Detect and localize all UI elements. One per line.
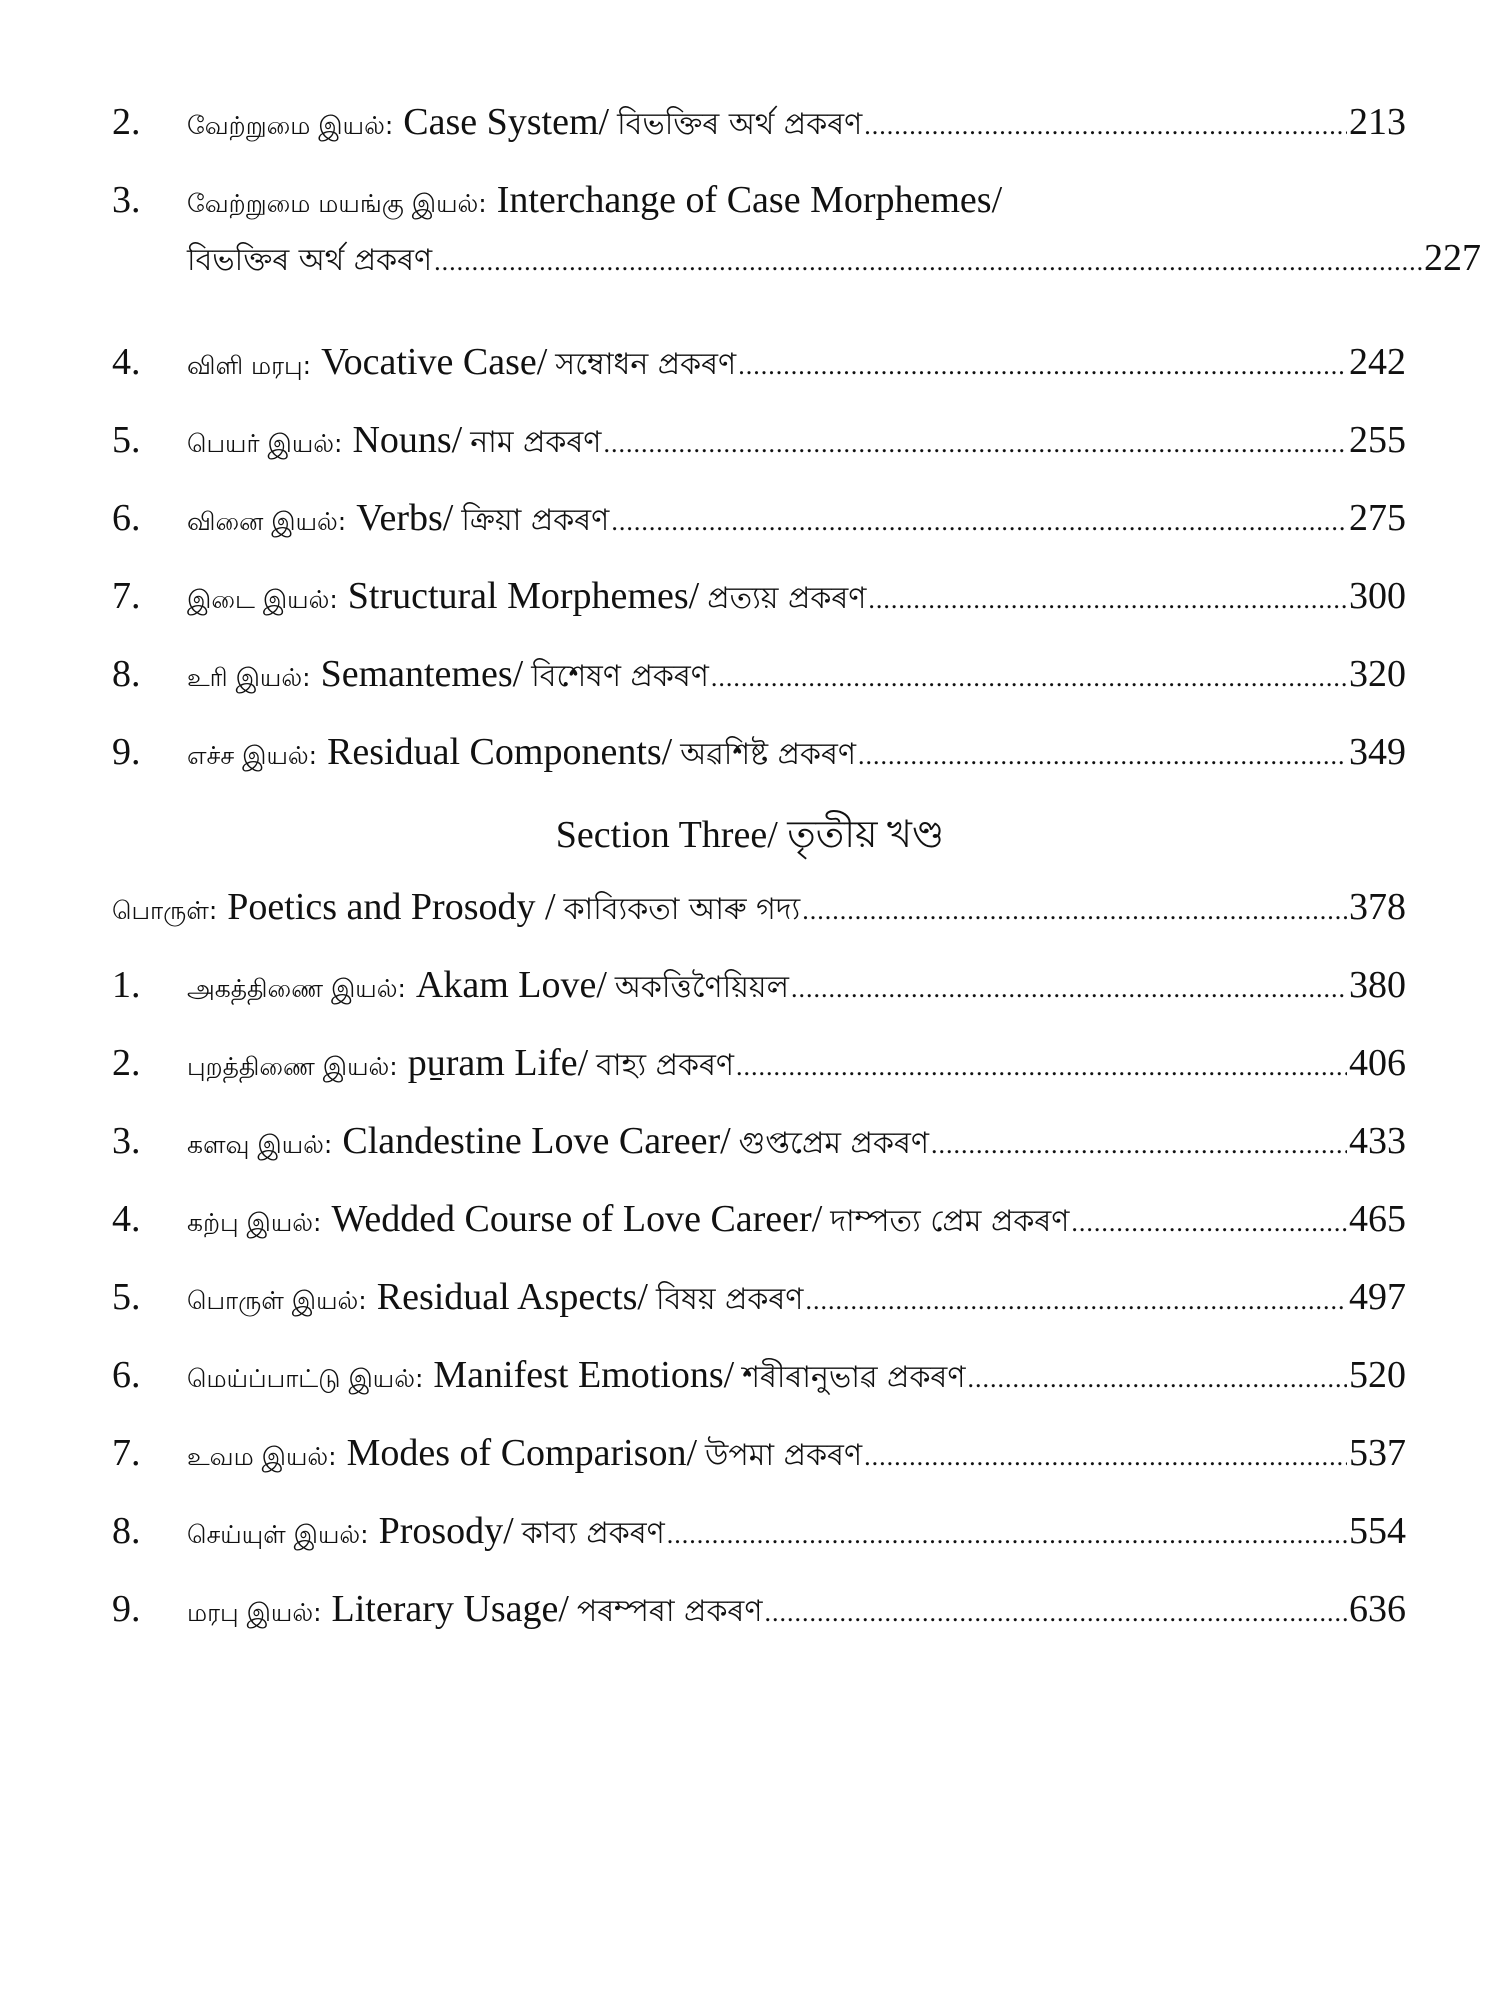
entry-number: 6. — [112, 1354, 141, 1396]
toc-entry — [112, 178, 1406, 238]
assamese-title: ক্ৰিয়া প্ৰকৰণ — [461, 503, 610, 538]
english-title: Interchange of Case Morphemes/ — [496, 179, 1003, 221]
english-title: Manifest Emotions/ — [433, 1354, 735, 1396]
assamese-title: পৰম্পৰা প্ৰকৰণ — [576, 1594, 763, 1629]
toc-entry — [112, 1197, 1406, 1257]
tamil-title: உவம இயல்: — [187, 1442, 337, 1471]
toc-entry — [112, 885, 1406, 945]
entry-number: 2. — [112, 101, 141, 143]
assamese-title: বিভক্তিৰ অৰ্থ প্ৰকৰণ — [187, 243, 433, 278]
page-number: 380 — [1349, 964, 1406, 1006]
page-number: 497 — [1349, 1276, 1406, 1318]
entry-number: 6. — [112, 497, 141, 539]
entry-number: 3. — [112, 1120, 141, 1162]
assamese-title: কাব্য প্ৰকৰণ — [521, 1516, 665, 1551]
english-title: Akam Love/ — [415, 964, 607, 1006]
assamese-title: বিষয় প্ৰকৰণ — [656, 1282, 804, 1317]
english-title: Nouns/ — [352, 419, 463, 461]
entry-number: 5. — [112, 419, 141, 461]
entry-number: 4. — [112, 341, 141, 383]
dot-leader — [667, 1520, 1347, 1550]
dot-leader — [805, 1286, 1347, 1316]
toc-entry — [112, 1587, 1406, 1647]
english-title: Wedded Course of Love Career/ — [331, 1198, 823, 1240]
toc-entry — [112, 1275, 1406, 1335]
dot-leader — [802, 896, 1347, 926]
tamil-title: மெய்ப்பாட்டு இயல்: — [187, 1364, 424, 1393]
english-title: Clandestine Love Career/ — [342, 1120, 731, 1162]
entry-number: 9. — [112, 1588, 141, 1630]
assamese-title: সম্বোধন প্ৰকৰণ — [555, 347, 737, 382]
page-number: 255 — [1349, 419, 1406, 461]
section-three-heading: Section Three/ তৃতীয় খণ্ড — [555, 814, 945, 856]
entry-number: 5. — [112, 1276, 141, 1318]
page-number: 213 — [1349, 101, 1406, 143]
assamese-title: বাহ্য প্ৰকৰণ — [596, 1048, 734, 1083]
entry-number: 1. — [112, 964, 141, 1006]
toc-entry — [112, 418, 1406, 478]
assamese-title: দাম্পত্য প্ৰেম প্ৰকৰণ — [830, 1204, 1070, 1239]
page-number: 465 — [1349, 1198, 1406, 1240]
entry-number: 7. — [112, 575, 141, 617]
dot-leader — [1071, 1208, 1347, 1238]
toc-entry — [112, 1353, 1406, 1413]
entry-number: 8. — [112, 1510, 141, 1552]
english-title: Modes of Comparison/ — [346, 1432, 698, 1474]
tamil-title: எச்ச இயல்: — [187, 741, 318, 770]
toc-entry — [112, 963, 1406, 1023]
toc-entry — [112, 652, 1406, 712]
assamese-title: অৱশিষ্ট প্ৰকৰণ — [680, 737, 857, 772]
assamese-title: প্ৰত্যয় প্ৰকৰণ — [707, 581, 867, 616]
toc-entry-continuation — [112, 236, 1481, 296]
dot-leader — [736, 1052, 1347, 1082]
page-number: 636 — [1349, 1588, 1406, 1630]
toc-entry — [112, 340, 1406, 400]
english-title: Case System/ — [403, 101, 610, 143]
tamil-title: வேற்றுமை மயங்கு இயல்: — [187, 189, 487, 218]
toc-entry — [112, 100, 1406, 160]
page-number: 300 — [1349, 575, 1406, 617]
assamese-title: গুপ্তপ্ৰেম প্ৰকৰণ — [738, 1126, 929, 1161]
english-title: Prosody/ — [378, 1510, 514, 1552]
page-number: 537 — [1349, 1432, 1406, 1474]
assamese-title: উপমা প্ৰকৰণ — [705, 1438, 863, 1473]
dot-leader — [738, 351, 1347, 381]
dot-leader — [764, 1598, 1347, 1628]
tamil-title: விளி மரபு: — [187, 351, 312, 380]
assamese-title: কাব্যিকতা আৰু গদ্য — [563, 892, 801, 927]
tamil-title: பெயர் இயல்: — [187, 429, 343, 458]
entry-number: 3. — [112, 179, 141, 221]
tamil-title: புறத்திணை இயல்: — [187, 1052, 398, 1081]
dot-leader — [931, 1130, 1347, 1160]
page-number: 378 — [1349, 886, 1406, 928]
tamil-title: பொருள் இயல்: — [187, 1286, 367, 1315]
english-title: pu̱ram Life/ — [407, 1042, 589, 1084]
toc-entry — [112, 496, 1406, 556]
assamese-title: নাম প্ৰকৰণ — [470, 425, 602, 460]
entry-number: 9. — [112, 731, 141, 773]
assamese-title: অকত্তিণৈয়িয়ল — [614, 970, 789, 1005]
entry-number: 4. — [112, 1198, 141, 1240]
english-title: Poetics and Prosody / — [227, 886, 556, 928]
toc-entry — [112, 574, 1406, 634]
page-number: 227 — [1424, 237, 1481, 279]
assamese-title: বিভক্তিৰ অৰ্থ প্ৰকৰণ — [617, 107, 863, 142]
page-number: 349 — [1349, 731, 1406, 773]
tamil-title: வினை இயல்: — [187, 507, 347, 536]
dot-leader — [864, 1442, 1347, 1472]
dot-leader — [611, 507, 1347, 537]
dot-leader — [864, 111, 1347, 141]
entry-number: 2. — [112, 1042, 141, 1084]
tamil-title: இடை இயல்: — [187, 585, 338, 614]
tamil-title: களவு இயல்: — [187, 1130, 333, 1159]
tamil-title: கற்பு இயல்: — [187, 1208, 322, 1237]
toc-entry — [112, 1431, 1406, 1491]
dot-leader — [967, 1364, 1347, 1394]
page-number: 520 — [1349, 1354, 1406, 1396]
dot-leader — [868, 585, 1347, 615]
english-title: Structural Morphemes/ — [347, 575, 700, 617]
page-number: 320 — [1349, 653, 1406, 695]
tamil-title: அகத்திணை இயல்: — [187, 974, 406, 1003]
assamese-title: শৰীৰানুভাৱ প্ৰকৰণ — [742, 1360, 966, 1395]
page-number: 433 — [1349, 1120, 1406, 1162]
tamil-title: செய்யுள் இயல்: — [187, 1520, 369, 1549]
dot-leader — [603, 429, 1347, 459]
entry-number: 7. — [112, 1432, 141, 1474]
tamil-title: பொருள்: — [112, 896, 218, 925]
dot-leader — [434, 247, 1422, 277]
toc-entry — [112, 1041, 1406, 1101]
toc-entry — [112, 730, 1406, 790]
page-number: 242 — [1349, 341, 1406, 383]
page-number: 406 — [1349, 1042, 1406, 1084]
tamil-title: மரபு இயல்: — [187, 1598, 322, 1627]
toc-entry — [112, 1509, 1406, 1569]
english-title: Semantemes/ — [320, 653, 524, 695]
english-title: Literary Usage/ — [331, 1588, 569, 1630]
entry-number: 8. — [112, 653, 141, 695]
page-number: 554 — [1349, 1510, 1406, 1552]
dot-leader — [858, 741, 1347, 771]
dot-leader — [711, 663, 1347, 693]
dot-leader — [791, 974, 1347, 1004]
tamil-title: உரி இயல்: — [187, 663, 311, 692]
page-number: 275 — [1349, 497, 1406, 539]
english-title: Residual Aspects/ — [376, 1276, 648, 1318]
tamil-title: வேற்றுமை இயல்: — [187, 111, 394, 140]
english-title: Residual Components/ — [327, 731, 673, 773]
english-title: Verbs/ — [356, 497, 454, 539]
english-title: Vocative Case/ — [321, 341, 548, 383]
toc-entry — [112, 1119, 1406, 1179]
assamese-title: বিশেষণ প্ৰকৰণ — [531, 659, 709, 694]
